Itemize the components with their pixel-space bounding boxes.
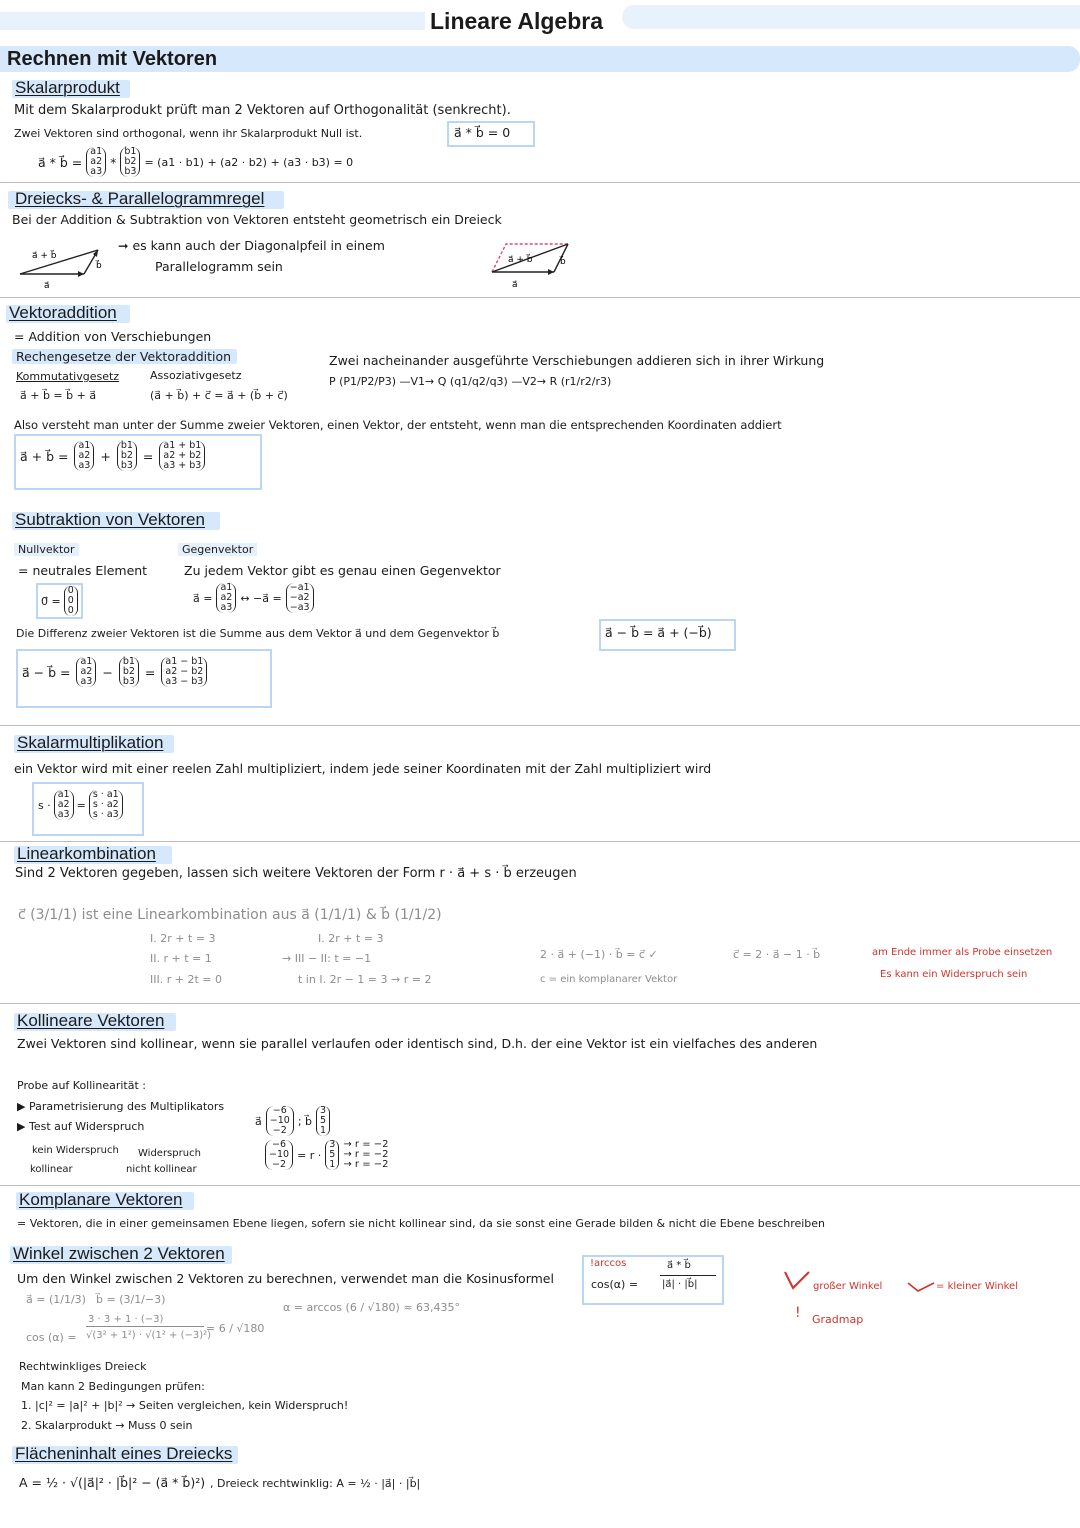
formula-row [22, 657, 207, 687]
bullet-item: ▶ Parametrisierung des Multiplikators [17, 1100, 225, 1113]
text-line: kein Widerspruch [32, 1145, 119, 1156]
text-line: Zwei Vektoren sind kollinear, wenn sie parallel verlaufen oder identisch sind, D.h. der eine Vektor ist ein vielfaches des anderen [17, 1036, 818, 1051]
text-line: ➞ es kann auch der Diagonalpfeil in einem [118, 238, 385, 253]
section-title-flaeche: Flächeninhalt eines Dreiecks [15, 1444, 233, 1463]
text-span: es kann auch der Diagonalpfeil in einem [132, 238, 385, 253]
text-line: b⃗ = (3/1/−3) [96, 1293, 166, 1306]
text-line: Mit dem Skalarprodukt prüft man 2 Vektoren auf Orthogonalität (senkrecht). [14, 103, 511, 118]
star-operator: * [110, 154, 117, 170]
label-b: b⃗ [560, 257, 566, 267]
section-title-komplanar: Komplanare Vektoren [19, 1190, 183, 1209]
equation-line: III. r + 2t = 0 [150, 973, 222, 986]
divider [0, 1003, 1080, 1004]
formula-mid: = r · [297, 1148, 322, 1162]
formula-row [36, 583, 83, 619]
section-title-kollinear: Kollineare Vektoren [17, 1011, 165, 1030]
formula-lhs: s · [38, 798, 51, 812]
equals-operator: = [142, 448, 154, 464]
text-line: a⃗ + b⃗ = b⃗ + a⃗ [20, 389, 97, 402]
text-line: c = ein komplanarer Vektor [540, 974, 678, 985]
triangle-diagram [14, 232, 114, 292]
vector-b: 3 5 1 [325, 1140, 339, 1170]
formula-rhs: = (a1 · b1) + (a2 · b2) + (a3 · b3) = 0 [144, 155, 354, 169]
vector-a: a1 a2 a3 [74, 441, 94, 471]
vector-b: b1 b2 b3 [120, 147, 140, 177]
equals-operator: = [144, 664, 156, 680]
text-line: Um den Winkel zwischen 2 Vektoren zu berechnen, verwendet man die Kosinusformel [17, 1271, 554, 1286]
subheading: Rechtwinkliges Dreieck [19, 1360, 147, 1373]
result-line: c⃗ = 2 · a⃗ − 1 · b⃗ [733, 948, 821, 961]
label-apb: a⃗ + b⃗ [32, 251, 57, 261]
bullet-text: Parametrisierung des Multiplikators [28, 1100, 225, 1113]
subheading: Gegenvektor [178, 543, 257, 556]
formula-row [38, 147, 353, 177]
text-line: Zwei nacheinander ausgeführte Verschiebungen addieren sich in ihrer Wirkung [329, 353, 825, 368]
equation-line: II. r + t = 1 [150, 952, 212, 965]
parallelogram-diagram [486, 232, 586, 292]
minus-operator: − [102, 664, 113, 680]
text-line: Die Differenz zweier Vektoren ist die Summe aus dem Vektor a⃗ und dem Gegenvektor b⃗ [16, 627, 500, 640]
section-title-subtraktion: Subtraktion von Vektoren [15, 510, 205, 529]
note-line: am Ende immer als Probe einsetzen [872, 947, 1053, 958]
divider [0, 841, 1080, 842]
vector-a-label: a⃗ [255, 1114, 262, 1128]
section-title-vektoraddition: Vektoraddition [9, 303, 117, 322]
formula-row [265, 1140, 389, 1170]
boxed-formula: a⃗ * b⃗ = 0 [454, 125, 511, 140]
vector-b: b1 b2 b3 [117, 441, 137, 471]
large-angle-icon [783, 1268, 813, 1292]
title-bar-right [622, 5, 1080, 29]
vector-a: a1 a2 a3 [76, 657, 96, 687]
text-line: a⃗ = (1/1/3) [26, 1293, 86, 1306]
section-title-skalarmult: Skalarmultiplikation [17, 733, 164, 752]
equation-line: t in I. 2r − 1 = 3 → r = 2 [298, 973, 432, 986]
subheading: Rechengesetze der Vektoraddition [12, 349, 237, 364]
page-title: Lineare Algebra [430, 8, 603, 34]
divider [0, 297, 1080, 298]
text-line: ein Vektor wird mit einer reelen Zahl multipliziert, indem jede seiner Koordinaten mit der Zahl multipliziert wird [14, 761, 712, 776]
title-bar-left [0, 12, 425, 30]
vector-neg-a: −a1 −a2 −a3 [286, 583, 314, 613]
bullet-item: ▶ Test auf Widerspruch [17, 1120, 145, 1133]
text-line: Zwei Vektoren sind orthogonal, wenn ihr Skalarprodukt Null ist. [14, 127, 363, 140]
divider [0, 1185, 1080, 1186]
formula-row [38, 790, 123, 820]
formula-row [193, 583, 314, 613]
label-apb: a⃗ + b⃗ [508, 255, 533, 265]
vector-sum: a1 + b1 a2 + b2 a3 + b3 [159, 441, 205, 471]
vector-b: 3 5 1 [316, 1106, 330, 1136]
label-a: a⃗ [512, 280, 518, 290]
text-line: Man kann 2 Bedingungen prüfen: [21, 1380, 205, 1393]
text-line: cos (α) = [26, 1331, 77, 1344]
text-span: kleiner Winkel [947, 1281, 1018, 1292]
formula-lhs: a⃗ − b⃗ = [22, 664, 71, 680]
text-line: Also versteht man unter der Summe zweier Vektoren, einen Vektor, der entsteht, wenn man die entsprechenden Koordinaten addiert [14, 418, 782, 432]
section-title-winkel: Winkel zwischen 2 Vektoren [13, 1244, 225, 1263]
divider [0, 725, 1080, 726]
plus-operator: + [100, 448, 111, 464]
section-title-dreieck: Dreiecks- & Parallelogrammregel [15, 189, 265, 208]
equals-operator: = [76, 798, 86, 812]
fraction-bar [660, 1275, 716, 1276]
text-line: Parallelogramm sein [155, 259, 283, 274]
vector-result: s · a1 s · a2 s · a3 [89, 790, 123, 820]
text-line: = neutrales Element [18, 563, 148, 578]
label-a: a⃗ [44, 281, 50, 291]
text-line: 2. Skalarprodukt → Muss 0 sein [21, 1419, 193, 1432]
formula-lhs: a⃗ + b⃗ = [20, 448, 69, 464]
main-heading: Rechnen mit Vektoren [7, 48, 218, 70]
equation-line: → III − II: t = −1 [282, 952, 372, 965]
formula-row [20, 441, 205, 471]
text-line: cos(α) = [591, 1278, 639, 1291]
text-line: Assoziativgesetz [150, 369, 242, 382]
section-title-skalarprodukt: Skalarprodukt [15, 78, 120, 97]
vector-a: −6 −10 −2 [266, 1106, 294, 1136]
note-line: !arccos [590, 1258, 627, 1269]
text-line: kollinear [30, 1164, 73, 1175]
divider [0, 182, 1080, 183]
vector-a: a1 a2 a3 [86, 147, 106, 177]
text-line: = kleiner Winkel [936, 1281, 1018, 1292]
text-line: α = arccos (6 / √180) ≈ 63,435° [283, 1301, 461, 1314]
formula-line: A = ½ · √(|a⃗|² · |b⃗|² − (a⃗ * b⃗)²) [19, 1475, 206, 1490]
text-line: Sind 2 Vektoren gegeben, lassen sich weitere Vektoren der Form r · a⃗ + s · b⃗ erzeugen [15, 866, 577, 881]
text-line: = Vektoren, die in einer gemeinsamen Ebene liegen, sofern sie nicht kollinear sind, da sie sonst eine Gerade bilden & nicht die Ebene beschreiben [17, 1217, 826, 1230]
text-line: Probe auf Kollinearität : [17, 1079, 146, 1092]
null-vector: 0 0 0 [64, 586, 78, 616]
warning-icon: ! [795, 1305, 801, 1321]
text-line: = Addition von Verschiebungen [14, 329, 212, 344]
fraction-denominator: √(3² + 1²) · √(1² + (−3)²) [86, 1330, 212, 1341]
equation-line: I. 2r + t = 3 [318, 932, 384, 945]
text-line: = 6 / √180 [206, 1322, 265, 1335]
text-line: Gradmap [812, 1313, 864, 1326]
formula-lhs: a⃗ = [193, 591, 213, 605]
bullet-text: Test auf Widerspruch [28, 1120, 145, 1133]
text-line: 1. |c|² = |a|² + |b|² → Seiten vergleichen, kein Widerspruch! [21, 1399, 349, 1412]
text-line: (a⃗ + b⃗) + c⃗ = a⃗ + (b⃗ + c⃗) [150, 389, 288, 402]
section-title-linearkombination: Linearkombination [17, 844, 156, 863]
small-angle-icon [906, 1280, 936, 1294]
vector-b: b1 b2 b3 [119, 657, 139, 687]
text-line: c⃗ (3/1/1) ist eine Linearkombination aus a⃗ (1/1/1) & b⃗ (1/1/2) [18, 907, 442, 923]
formula-mid: ↔ −a⃗ = [240, 591, 282, 605]
equation-line: I. 2r + t = 3 [150, 932, 216, 945]
note-line: Es kann ein Widerspruch sein [880, 969, 1028, 980]
vector-b-label: ; b⃗ [297, 1114, 312, 1128]
text-line: Widerspruch [138, 1148, 201, 1159]
text-line: P (P1/P2/P3) —V1→ Q (q1/q2/q3) —V2→ R (r1/r2/r3) [329, 375, 612, 388]
vector-diff: a1 − b1 a2 − b2 a3 − b3 [161, 657, 207, 687]
fraction-numerator: 3 · 3 + 1 · (−3) [88, 1314, 164, 1325]
fraction-denominator: |a⃗| · |b⃗| [662, 1279, 698, 1290]
text-line: nicht kollinear [126, 1164, 197, 1175]
formula-lhs: 0⃗ = [41, 594, 61, 608]
vector-a: −6 −10 −2 [265, 1140, 293, 1170]
vector-a: a1 a2 a3 [216, 583, 236, 613]
check-line: 2 · a⃗ + (−1) · b⃗ = c⃗ ✓ [540, 948, 658, 961]
formula-row [255, 1106, 330, 1136]
formula-line: , Dreieck rechtwinklig: A = ½ · |a⃗| · |b⃗| [210, 1477, 421, 1490]
vector-a: a1 a2 a3 [54, 790, 74, 820]
formula-lhs: a⃗ * b⃗ = [38, 154, 83, 170]
fraction-bar [86, 1326, 204, 1327]
text-line: Kommutativgesetz [16, 370, 120, 383]
boxed-formula: a⃗ − b⃗ = a⃗ + (−b⃗) [605, 625, 712, 640]
text-line: großer Winkel [813, 1281, 883, 1292]
text-line: Zu jedem Vektor gibt es genau einen Gegenvektor [184, 563, 501, 578]
results-column: → r = −2 → r = −2 → r = −2 [343, 1139, 389, 1170]
subheading: Nullvektor [14, 543, 79, 556]
fraction-numerator: a⃗ * b⃗ [667, 1260, 691, 1271]
text-span: Dreieck rechtwinklig: A = ½ · |a⃗| · |b⃗| [217, 1477, 421, 1490]
text-line: Bei der Addition & Subtraktion von Vektoren entsteht geometrisch ein Dreieck [12, 212, 502, 227]
label-b: b⃗ [96, 261, 102, 271]
